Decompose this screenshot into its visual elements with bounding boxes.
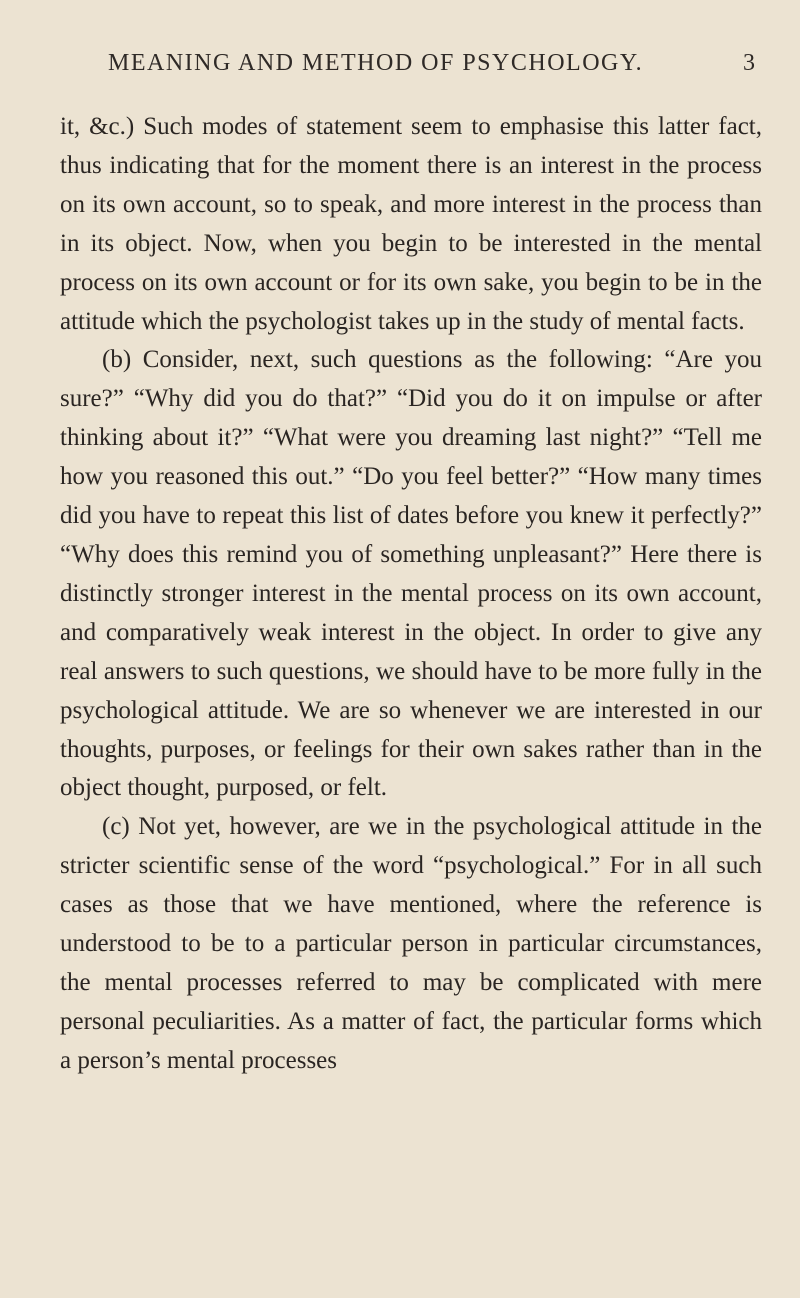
paragraph-section-b: (b) Consider, next, such questions as the following: “Are you sure?” “Why did you do that?” “Did you do it on impulse or after thinking about it?” “What were you dreaming last night?” “Tell me how you reasoned this out.” “Do you feel better?” “How many times did you have to repeat this list of dates before you knew it perfectly?” “Why does this remind you of something unpleasant?” Here there is distinctly stronger interest in the mental process on its own account, and comparatively weak interest in the object. In order to give any real answers to such questions, we should have to be more fully in the psychological attitude. We are so whenever we are interested in our thoughts, purposes, or feelings for their own sakes rather than in the object thought, purposed, or felt.: [60, 346, 762, 802]
paragraph-continuation: it, &c.) Such modes of statement seem to emphasise this latter fact, thus indicating that for the moment there is an interest in the process on its own account, so to speak, and more interest in the process than in its object. Now, when you begin to be interested in the mental process on its own account or for its own sake, you begin to be in the attitude which the psychologist takes up in the study of mental facts.: [60, 113, 762, 335]
running-title: MEANING AND METHOD OF PSYCHOLOGY.: [108, 50, 644, 76]
body-text: [60, 108, 762, 1081]
running-head: [108, 50, 760, 77]
paragraph-section-c: (c) Not yet, however, are we in the psychological attitude in the stricter scientific sense of the word “psychological.” For in all such cases as those that we have mentioned, where the reference is understood to be to a particular person in particular circumstances, the mental processes referred to may be complicated with mere personal peculiarities. As a matter of fact, the particular forms which a person’s mental processes: [60, 813, 762, 1074]
page-number: 3: [743, 50, 756, 76]
